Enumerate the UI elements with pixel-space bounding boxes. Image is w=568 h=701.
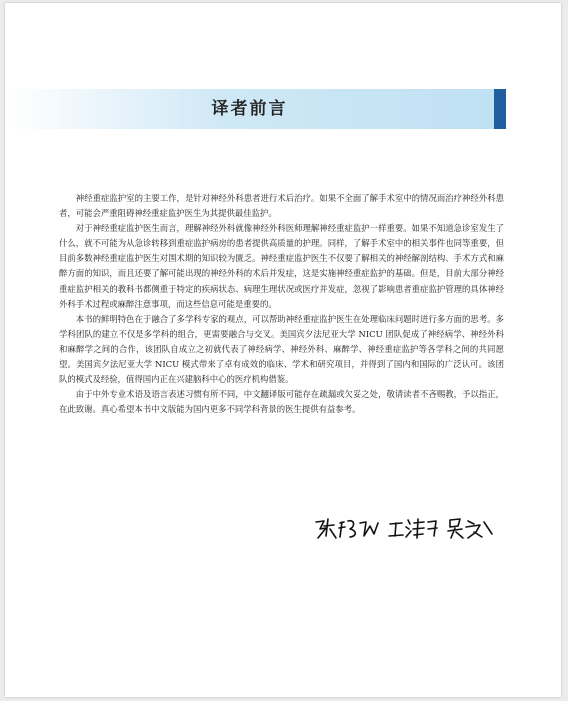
paragraph: 本书的鲜明特色在于融合了多学科专家的观点，可以帮助神经重症监护医生在处理临床问题时进行多方面的思考。多学科团队的建立不仅是多学科的组合，更需要融合与交叉。美国宾夕法尼亚大学 NICU 团队促成了神经病学、神经外科和麻醉学之间的合作，该团队自成立之初就代表了神经病学、神经外科、麻醉学、神经重症监护等各学科之间的共同愿望。美国宾夕法尼亚大学 NICU 模式带来了卓有成效的临床、学术和研究项目，并得到了国内和国际的广泛认可。该团队的模式及经验，值得国内正在兴建脑科中心的医疗机构借鉴。 bbox=[59, 313, 504, 385]
page-title: 译者前言 bbox=[211, 99, 288, 119]
paragraph: 对于神经重症监护医生而言，理解神经外科就像神经外科医师理解神经重症监护一样重要。如果不知道急诊室发生了什么，就不可能为从急诊转移到重症监护病房的患者提供高质量的护理。同样，了解手术室中的相关事件也同等重要，但目前多数神经重症监护医生对围术期的知识较为匮乏。神经重症监护医生不仅要了解相关的神经解剖结构、手术方式和麻醉方面的知识，而且还要了解可能出现的神经外科的术后并发症，这是实施神经重症监护的基础。但是，目前大部分神经重症监护相关的教科书都侧重于特定的疾病状态、病理生理状况或医疗并发症，忽视了影响患者重症监护管理的具体神经外科手术过程或麻醉注意事项，而这些信息可能是重要的。 bbox=[59, 223, 504, 309]
handwritten-signature bbox=[310, 514, 495, 542]
paragraph: 神经重症监护室的主要工作，是针对神经外科患者进行术后治疗。如果不全面了解手术室中的情况而治疗神经外科患者，可能会严重阻碍神经重症监护医生为其提供最佳监护。 bbox=[59, 193, 504, 219]
preface-body bbox=[59, 191, 504, 417]
page bbox=[5, 3, 561, 697]
paragraph: 由于中外专业术语及语言表述习惯有所不同，中文翻译版可能存在疏漏或欠妥之处，敬请读者不吝赐教，予以指正，在此致谢。真心希望本书中文版能为国内更多不同学科背景的医生提供有益参考。 bbox=[59, 389, 504, 415]
title-accent-bar bbox=[494, 89, 506, 129]
